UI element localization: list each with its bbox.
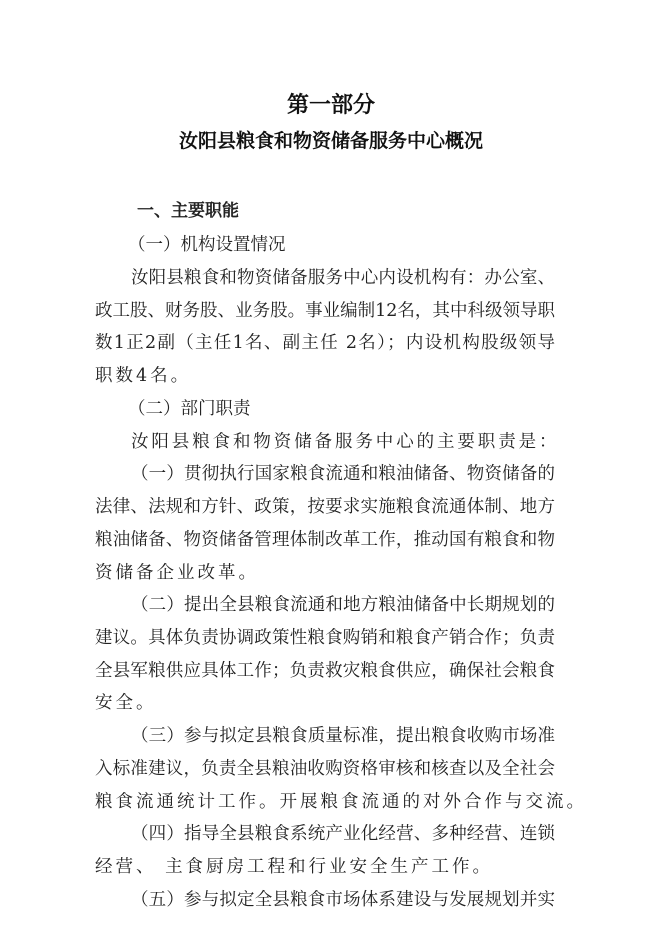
paragraph-line: （三）参与拟定县粮食质量标准，提出粮食收购市场准: [131, 726, 555, 746]
subsection-heading-1: （一）机构设置情况: [128, 235, 286, 255]
paragraph-line: 粮油储备、物资储备管理体制改革工作，推动国有粮食和物: [95, 530, 555, 550]
subsection-heading-2: （二）部门职责: [128, 399, 251, 419]
paragraph-line: 职数4名。: [95, 366, 192, 386]
paragraph-line: 数1正2副（主任1名、副主任 2名）；内设机构股级领导: [95, 333, 555, 353]
paragraph-line: 资储备企业改革。: [95, 563, 259, 583]
paragraph-line: 建议。具体负责协调政策性粮食购销和粮食产销合作；负责: [95, 628, 555, 648]
paragraph-line: 政工股、财务股、业务股。事业编制12名，其中科级领导职: [95, 301, 555, 321]
paragraph-line: （二）提出全县粮食流通和地方粮油储备中长期规划的: [131, 595, 555, 615]
paragraph-line: 入标准建议，负责全县粮油收购资格审核和核查以及全社会: [95, 759, 555, 779]
section-heading: 一、主要职能: [137, 201, 239, 221]
part-title: 第一部分: [286, 93, 375, 118]
paragraph-line: （四）指导全县粮食系统产业化经营、多种经营、连锁: [131, 824, 555, 844]
paragraph-line: （一）贯彻执行国家粮食流通和粮油储备、物资储备的: [131, 464, 555, 484]
paragraph-line: 法律、法规和方针、政策，按要求实施粮食流通体制、地方: [95, 497, 555, 517]
paragraph-line: （五）参与拟定全县粮食市场体系建设与发展规划并实: [131, 890, 555, 910]
paragraph-line: 粮食流通统计工作。开展粮食流通的对外合作与交流。: [95, 792, 587, 812]
paragraph-line: 全县军粮供应具体工作；负责救灾粮食供应，确保社会粮食: [95, 661, 555, 681]
document-subtitle: 汝阳县粮食和物资储备服务中心概况: [178, 130, 483, 152]
paragraph-line: 汝阳县粮食和物资储备服务中心的主要职责是：: [131, 432, 560, 452]
paragraph-line: 安全。: [95, 693, 157, 713]
paragraph-line: 经营、 主食厨房工程和行业安全生产工作。: [95, 857, 494, 877]
paragraph-line: 汝阳县粮食和物资储备服务中心内设机构有：办公室、: [131, 268, 555, 288]
